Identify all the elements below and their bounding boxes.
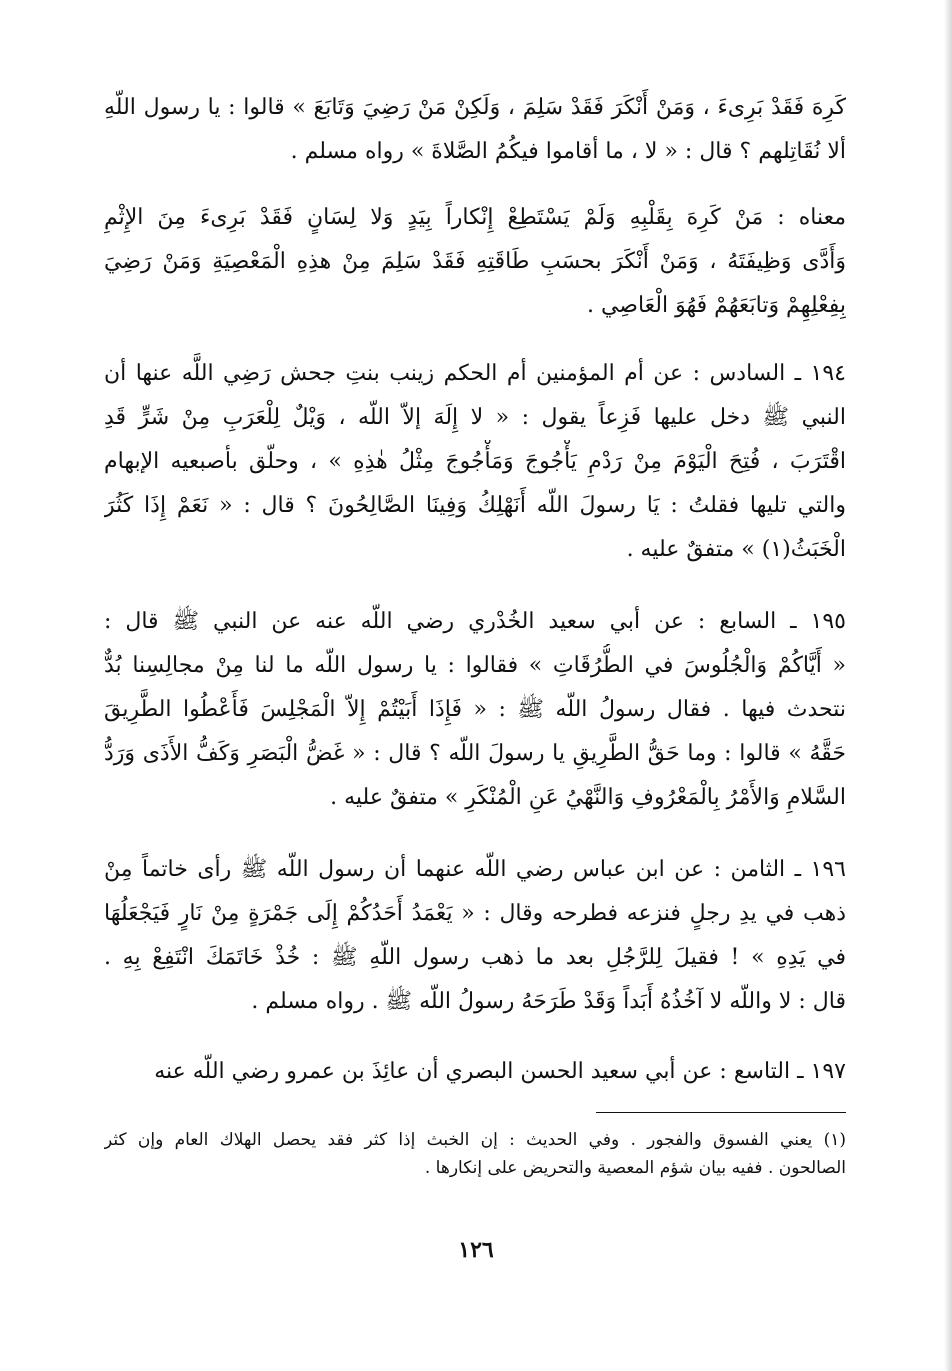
- paragraph: [104, 848, 846, 1024]
- text-line: ١٩٧ ـ التاسع : عن أبي سعيد الحسن البصري أن عائِذَ بن عمرو رضي اللّه عنه: [154, 1059, 846, 1084]
- text-line: السَّلامِ وَالأَمْرُ بِالْمَعْرُوفِ وَالنَّهْيُ عَنِ الْمُنْكَرِ » متفقٌ عليه .: [330, 785, 846, 810]
- text-line: ذهب في يدِ رجلٍ فنزعه فطرحه وقال : « يَعْمَدُ أَحَدُكُمْ إِلَى جَمْرَةٍ مِنْ نَارٍ فَيَجْعَلُهَا: [104, 901, 846, 926]
- text-line: في يَدِهِ » ! فقيلَ لِلرَّجُلِ بعد ما ذهب رسول اللّهِ ﷺ : خُذْ خَاتَمَكَ انْتَفِعْ بِهِ .: [104, 945, 846, 970]
- scan-edge-shadow: [944, 0, 952, 1371]
- text-line: اقْتَرَبَ ، فُتِحَ الْيَوْمَ مِنْ رَدْمِ يَأْجُوجَ وَمَأْجُوجَ مِثْلُ هٰذِهِ » ، وحلّق بأصبعيه الإبهام: [104, 449, 846, 474]
- footnotes: [104, 1126, 846, 1182]
- text-line: نتحدث فيها . فقال رسولُ اللّه ﷺ : « فَإِذَا أَبَيْتُمْ إِلاّ الْمَجْلِسَ فَأَعْطُوا الطَّرِيقَ: [104, 697, 846, 722]
- page-number: ١٢٦: [458, 1237, 494, 1263]
- text-line: كَرِهَ فَقَدْ بَرِىءَ ، وَمَنْ أَنْكَرَ فَقَدْ سَلِمَ ، وَلَكِنْ مَنْ رَضِيَ وَتَابَعَ » قالوا : يا رسول اللّهِ: [104, 95, 846, 120]
- text-line: ١٩٦ ـ الثامن : عن ابن عباس رضي اللّه عنهما أن رسول اللّه ﷺ رأى خاتماً مِنْ: [104, 857, 846, 882]
- paragraph: [104, 1050, 846, 1094]
- footnote-divider: [596, 1112, 846, 1113]
- text-line: بِفِعْلِهِمْ وَتابَعَهُمْ فَهُوَ الْعَاصِي .: [586, 293, 846, 318]
- paragraph: [104, 600, 846, 820]
- text-line: « أَيَّاكُمْ وَالْجُلُوسَ في الطُّرُقَاتِ » فقالوا : يا رسول اللّه ما لنا مِنْ مجالِسِنا بُدٌّ: [104, 653, 846, 678]
- paragraph: [104, 86, 846, 174]
- text-line: ألا نُقَاتِلهم ؟ قال : « لا ، ما أقاموا فيكُمُ الصَّلاةَ » رواه مسلم .: [290, 139, 846, 164]
- paragraph: [104, 352, 846, 572]
- text-line: الْخَبَثُ(١) » متفقٌ عليه .: [626, 537, 846, 562]
- footnote-line: (١) يعني الفسوق والفجور . وفي الحديث : إن الخبث إذا كثر فقد يحصل الهلاك العام وإن كثر: [104, 1130, 846, 1150]
- text-line: قال : لا واللّه لا آخُذُهُ أَبَداً وَقَدْ طَرَحَهُ رسولُ اللّه ﷺ . رواه مسلم .: [251, 989, 846, 1014]
- text-line: والتي تليها فقلتُ : يَا رسولَ اللّه أَنَهْلِكُ وَفِينَا الصَّالِحُونَ ؟ قال : « نَعَمْ إِذَا كَثُرَ: [104, 493, 846, 518]
- text-line: النبي ﷺ دخل عليها فَزِعاً يقول : « لا إِلَهَ إلاّ اللّه ، وَيْلٌ لِلْعَرَبِ مِنْ شَرٍّ قَدِ: [104, 405, 846, 430]
- text-line: معناه : مَنْ كَرِهَ بِقَلْبِهِ وَلَمْ يَسْتَطِعْ إِنْكاراً بِيَدٍ وَلا لِسَانٍ فَقَدْ بَرِىءَ مِنَ الإِثْمِ: [104, 205, 846, 230]
- text-line: ١٩٥ ـ السابع : عن أبي سعيد الخُدْري رضي اللّه عنه عن النبي ﷺ قال :: [104, 609, 846, 634]
- text-line: ١٩٤ ـ السادس : عن أم المؤمنين أم الحكم زينب بنتِ جحش رَضِي اللَّه عنها أن: [104, 361, 846, 386]
- text-line: وَأَدَّى وَظِيفَتَهُ ، وَمَنْ أَنْكَرَ بحسَبِ طَاقَتِهِ فَقَدْ سَلِمَ مِنْ هذِهِ الْمَعْصِيَةِ وَمَنْ رَضِيَ: [104, 249, 846, 274]
- footnote-line: الصالحون . ففيه بيان شؤم المعصية والتحريض على إنكارها .: [424, 1158, 846, 1178]
- text-line: حَقَّهُ » قالوا : وما حَقُّ الطَّرِيقِ يا رسولَ اللّه ؟ قال : « غَضُّ الْبَصَرِ وَكَفُّ الأَذَى وَرَدُّ: [104, 741, 846, 766]
- paragraph: [104, 196, 846, 328]
